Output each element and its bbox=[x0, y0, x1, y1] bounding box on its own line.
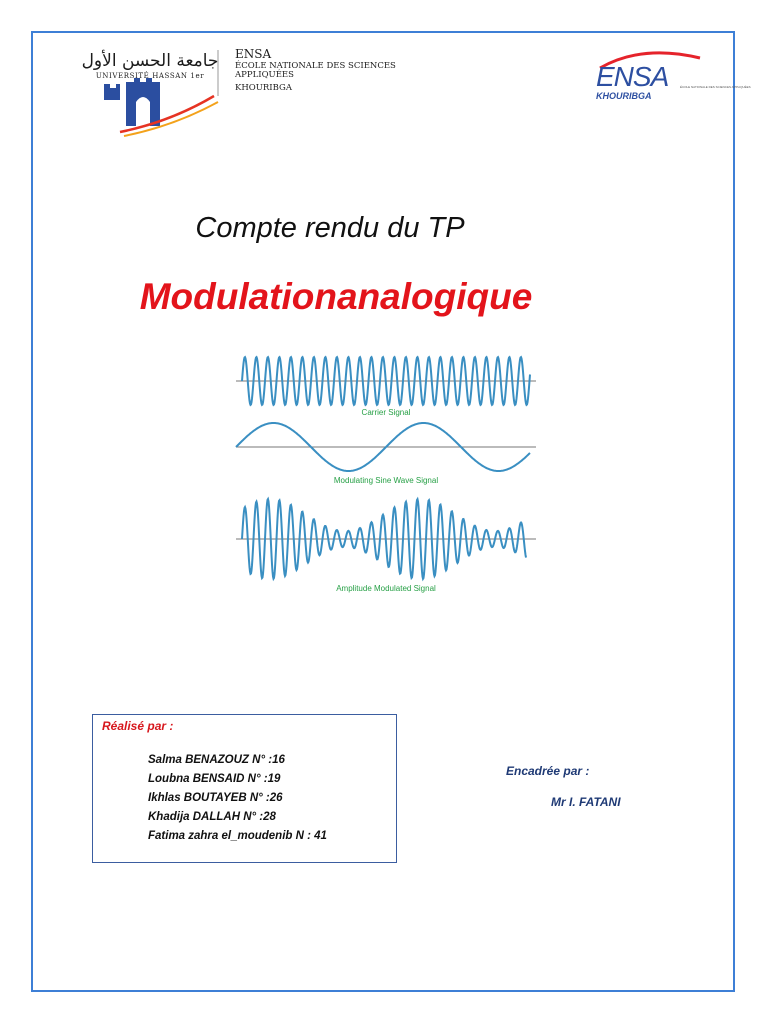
university-arabic-text: جامعة الحسن الأول bbox=[81, 51, 219, 71]
document-title: Compte rendu du TP bbox=[195, 212, 465, 244]
ensa-khouribga-logo bbox=[592, 48, 751, 108]
school-city-text: KHOURIBGA bbox=[235, 83, 292, 93]
modulation-figure bbox=[230, 345, 542, 597]
modulating-label: Modulating Sine Wave Signal bbox=[333, 476, 439, 485]
team-member: Fatima zahra el_moudenib N : 41 bbox=[148, 830, 327, 842]
carrier-label: Carrier Signal bbox=[361, 408, 411, 417]
right-logo-title: ENSA bbox=[596, 61, 669, 92]
team-box bbox=[92, 714, 397, 863]
school-full-name-line2: APPLIQUÉES bbox=[235, 70, 294, 80]
team-member: Salma BENAZOUZ N° :16 bbox=[148, 754, 285, 766]
team-list bbox=[148, 751, 327, 846]
university-logo bbox=[81, 44, 430, 136]
supervisor-heading: Encadrée par : bbox=[506, 764, 590, 778]
team-member: Khadija DALLAH N° :28 bbox=[148, 811, 276, 823]
right-logo-city: KHOURIBGA bbox=[596, 91, 652, 101]
school-full-name-line1: ÉCOLE NATIONALE DES SCIENCES bbox=[235, 61, 396, 71]
supervisor-name: Mr I. FATANI bbox=[551, 795, 621, 809]
team-member: Ikhlas BOUTAYEB N° :26 bbox=[148, 792, 283, 804]
team-heading: Réalisé par : bbox=[102, 719, 174, 733]
modulated-label: Amplitude Modulated Signal bbox=[336, 584, 436, 593]
school-name-text: ENSA bbox=[235, 47, 272, 61]
university-latin-text: UNIVERSITÉ HASSAN 1er bbox=[95, 72, 205, 80]
document-subtitle: Modulationanalogique bbox=[139, 276, 533, 317]
right-logo-side-text: ÉCOLE NATIONALE DES SCIENCES APPLIQUÉES bbox=[680, 85, 751, 89]
team-member: Loubna BENSAID N° :19 bbox=[148, 773, 281, 785]
tower-icon bbox=[104, 78, 218, 136]
